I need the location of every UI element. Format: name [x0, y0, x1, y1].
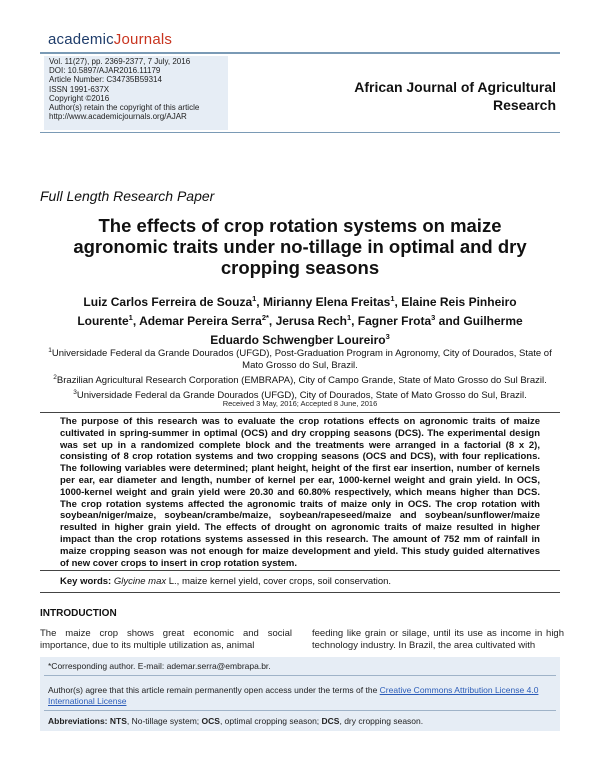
meta-volume: Vol. 11(27), pp. 2369-2377, 7 July, 2016 [49, 57, 191, 66]
author-name: Ademar Pereira Serra [139, 314, 262, 328]
affiliation [40, 372, 560, 387]
article-meta [49, 57, 199, 121]
section-heading-introduction: INTRODUCTION [40, 608, 117, 619]
abbreviation-value: , optimal cropping season; [219, 716, 322, 726]
author-affiliation-mark: 2* [261, 313, 269, 322]
license-note [48, 685, 548, 707]
author-name: Elaine Reis Pinheiro Lourente [77, 295, 517, 328]
keywords-species: Glycine max [113, 576, 167, 587]
affiliations [40, 345, 560, 402]
meta-article-number: Article Number: C34735B59314 [49, 75, 162, 85]
abbreviation-key: NTS [109, 716, 127, 726]
paper-title: The effects of crop rotation systems on maize agronomic traits under no-tillage in optimal and dry cropping seasons [73, 215, 527, 278]
keywords [60, 576, 540, 588]
meta-rights: Author(s) retain the copyright of this article [49, 103, 200, 113]
paper-type: Full Length Research Paper [40, 188, 215, 204]
author-name: Mirianny Elena Freitas [262, 295, 391, 309]
affiliation-text: Universidade Federal da Grande Dourados (UFGD), City of Dourados, State of Mato Grosso do Sul, Brazil. [76, 390, 527, 402]
footnote-separator-2 [44, 710, 556, 711]
received-dates: Received 3 May, 2016; Accepted 8 June, 2016 [222, 399, 378, 408]
meta-doi: DOI: 10.5897/AJAR2016.11179 [49, 66, 161, 76]
logo-part-2: Journals [113, 31, 173, 48]
affiliation-mark: 1 [48, 347, 52, 354]
intro-column-left: The maize crop shows great economic and social importance, due to its multiple utilization as, animal [40, 628, 292, 651]
keywords-rest: L., maize kernel yield, cover crops, soil conservation. [166, 576, 392, 587]
author-name: Jerusa Rech [275, 314, 347, 328]
author-separator: , [132, 314, 140, 328]
affiliation-mark: 3 [73, 389, 77, 397]
abstract-rule-top [40, 412, 560, 413]
author-name: Luiz Carlos Ferreira de Souza [83, 295, 253, 309]
abbreviation-key: DCS [321, 716, 340, 726]
keywords-label: Key words: [60, 576, 112, 587]
author-affiliation-mark: 1 [252, 294, 257, 303]
author-affiliation-mark: 1 [346, 313, 352, 322]
affiliation-text: Universidade Federal da Grande Dourados (UFGD), Post-Graduation Program in Agronomy, City of Dourados, State of Mato Grosso do Sul, Brazil. [51, 348, 552, 372]
meta-url[interactable]: http://www.academicjournals.org/AJAR [49, 112, 187, 122]
header-rule-bottom [40, 132, 560, 133]
abbreviations [48, 716, 423, 726]
affiliation-mark: 2 [53, 374, 57, 382]
abstract-rule-bottom [40, 570, 560, 571]
abstract-text: The purpose of this research was to evaluate the crop rotations effects on agronomic traits of maize cultivated in spring-summer in optimal (OCS) and dry cropping seasons (DCS). The experimental design was set up in a randomized complete block and the treatments were arranged in a factorial (8 x 2), consisting of 8 crop rotation systems and two cropping seasons (OCS and DCS), with four replications. The following variables were determined; plant height, height of the first ear insertion, number of kernels per ear, ear diameter and length, number of kernel per ear, 1000-kernel weight and grain yield. In OCS, 1000-kernel weight and grain yield were 20.30 and 60.80% respectively, which means higher than DCS. The crop rotation systems affected the agronomic traits of maize only in OCS. The crop rotation with soybean/niger/maize, soybean/crambe/maize, soybean/rapeseed/maize and soybean/sunflower/maize resulted in higher grain yield. The effects of drought on agronomic traits of maize resulted in higher impact than the crop rotations systems assessed in this research. The amount of 752 mm of rainfall in maize cropping season was not enough for maize development and yield. This study guided alternatives of new cover crops to insert in crop rotation system. [60, 416, 540, 569]
footnote-separator [44, 675, 556, 676]
keywords-rule [40, 592, 560, 593]
corresponding-author: *Corresponding author. E-mail: ademar.serra@embrapa.br. [48, 661, 271, 671]
author-separator: and [435, 314, 464, 328]
author-separator: , [268, 314, 276, 328]
intro-column-right: feeding like grain or silage, until its use as income in high technology industry. In Brazil, the area cultivated with [312, 628, 564, 651]
affiliation [40, 345, 560, 372]
author-list [60, 291, 540, 348]
abbreviation-key: OCS [201, 716, 220, 726]
logo-part-1: academic [48, 31, 114, 48]
abbreviation-value: , No-tillage system; [126, 716, 202, 726]
author-separator: , [256, 295, 263, 309]
license-text: Author(s) agree that this article remain permanently open access under the terms of the [48, 685, 380, 695]
abbreviations-label: Abbreviations: [48, 716, 110, 726]
author-affiliation-mark: 1 [390, 294, 395, 303]
author-affiliation-mark: 3 [385, 332, 390, 341]
license-link[interactable]: Creative Commons Attribution License 4.0 International License [48, 685, 539, 706]
publisher-logo [48, 31, 172, 48]
meta-copyright: Copyright ©2016 [49, 93, 110, 103]
author-affiliation-mark: 1 [128, 313, 133, 322]
author-name: Guilherme Eduardo Schwengber Loureiro [210, 314, 523, 347]
affiliation-text: Brazilian Agricultural Research Corporation (EMBRAPA), City of Campo Grande, State of Mato Grosso do Sul Brazil. [56, 375, 547, 387]
meta-issn: ISSN 1991-637X [49, 84, 110, 94]
author-separator: , [351, 314, 358, 328]
journal-name: African Journal of Agricultural Research [354, 79, 556, 113]
author-affiliation-mark: 3 [431, 313, 436, 322]
abbreviation-value: , dry cropping season. [339, 716, 424, 726]
header-rule [40, 52, 560, 54]
author-name: Fagner Frota [357, 314, 432, 328]
author-separator: , [394, 295, 402, 309]
